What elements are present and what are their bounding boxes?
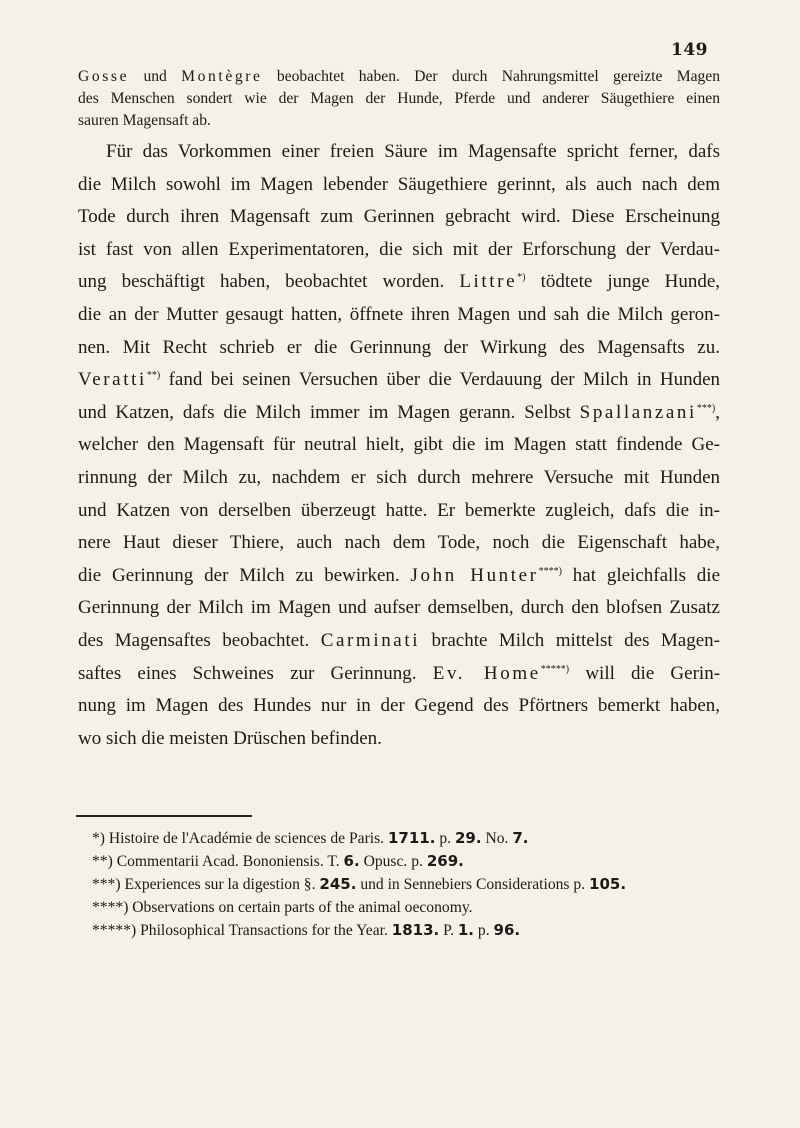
text-line: rinnung der Milch zu, nachdem er sich durch mehrere Versuche mit Hunden [78, 466, 720, 488]
text-line: die Milch sowohl im Magen lebender Säugethiere gerinnt, als auch nach dem [78, 173, 720, 195]
line-fragment: und Katzen, dafs die Milch immer im Magen gerann. Selbst [78, 401, 571, 423]
footnote-number: 6. [343, 852, 360, 870]
page-number: 149 [671, 40, 708, 60]
text-line: die an der Mutter gesaugt hatten, öffnete ihren Magen und sah die Milch geron- [78, 303, 720, 325]
author-name: John Hunter [410, 564, 539, 586]
footnote [92, 919, 712, 942]
author-name: Gosse [78, 68, 130, 85]
footnote-mark: ****) [538, 565, 562, 577]
text-line: Gerinnung der Milch im Magen und aufser demselben, durch den blofsen Zusatz [78, 597, 720, 619]
author-name: Carminati [320, 629, 421, 651]
footnote-mark: ****) [92, 899, 129, 916]
footnote-mark: *****) [540, 663, 570, 675]
footnote-mark: *) [92, 830, 105, 847]
footnote-text: P. [443, 922, 454, 939]
footnote-mark: *) [517, 272, 526, 284]
line-fragment: brachte Milch mittelst des Magen- [431, 629, 720, 651]
text-line [78, 560, 720, 593]
footnote-number: 96. [493, 921, 521, 939]
text-line: nung im Magen des Hundes nur in der Gegend des Pförtners bemerkt haben, [78, 695, 720, 717]
footnote-mark: **) [146, 370, 161, 382]
text-line [78, 625, 720, 658]
text-line: Für das Vorkommen einer freien Säure im Magensafte spricht ferner, dafs [106, 141, 720, 162]
footnote-number: 1813. [391, 921, 440, 939]
text-line: welcher den Magensaft für neutral hielt, gibt die im Magen statt findende Ge- [78, 434, 720, 456]
footnote [92, 896, 712, 919]
text-line [78, 266, 720, 299]
line-fragment: ung beschäftigt haben, beobachtet worden. [78, 271, 445, 293]
footnote-text: Observations on certain parts of the animal oeconomy. [132, 899, 473, 916]
text-line [78, 658, 720, 691]
footnote [92, 827, 712, 850]
footnote-number: 1. [457, 921, 475, 939]
line-fragment: hat gleichfalls die [572, 564, 721, 586]
footnote-text: und in Sennebiers Considerations p. [360, 876, 586, 893]
text-line: nen. Mit Recht schrieb er die Gerinnung der Wirkung des Magensafts zu. [78, 336, 720, 358]
footnote-text: Philosophical Transactions for the Year. [140, 922, 388, 939]
text-line: des Menschen sondert wie der Magen der Hunde, Pferde und anderer Säugethiere einen [78, 90, 720, 107]
text-line: und Katzen, dafs die Milch immer im Magen gerann. Selbst Spallanzani***), [78, 401, 720, 423]
intro-paragraph [78, 66, 720, 132]
line-fragment: des Magensaftes beobachtet. [78, 629, 310, 651]
footnote-mark: **) [92, 853, 113, 870]
footnote [92, 850, 712, 873]
footnote-text: Opusc. p. [363, 853, 423, 870]
text-line: sauren Magensaft ab. [78, 112, 211, 129]
line-fragment: tödtete junge Hunde, [540, 271, 721, 293]
footnote-number: 1711. [387, 829, 436, 847]
author-name: Veratti [78, 369, 147, 391]
text-line [78, 66, 720, 88]
author-name: Montègre [181, 68, 263, 85]
footnote-text: Histoire de l'Académie de sciences de Paris. [108, 830, 385, 847]
text-line: Tode durch ihren Magensaft zum Gerinnen gebracht wird. Diese Erscheinung [78, 206, 720, 228]
text-line: wo sich die meisten Drüschen befinden. [78, 727, 382, 749]
footnote-number: 7. [512, 829, 529, 847]
footnote-number: 269. [426, 852, 464, 870]
author-name: Ev. Home [432, 662, 541, 684]
author-name: Spallanzani [579, 401, 697, 423]
author-name: Littre [459, 271, 518, 293]
footnote-number: 29. [454, 829, 482, 847]
footnote-text: No. [485, 830, 509, 847]
text-line: und Katzen von derselben überzeugt hatte. Er bemerkte zugleich, dafs die in- [78, 499, 720, 521]
footnote-number: 105. [589, 875, 627, 893]
line-fragment: die Gerinnung der Milch zu bewirken. [78, 564, 400, 586]
footnote-mark: *****) [92, 922, 137, 939]
line-fragment: saftes eines Schweines zur Gerinnung. [78, 662, 417, 684]
footnote-divider [76, 815, 252, 817]
text-line: nere Haut dieser Thiere, auch nach dem Tode, noch die Eigenschaft habe, [78, 532, 720, 554]
footnotes [92, 827, 712, 942]
text-line [78, 364, 720, 397]
footnote-mark: ***) [92, 876, 121, 893]
line-fragment: und [129, 68, 182, 85]
main-paragraph [78, 136, 720, 755]
line-fragment: beobachtet haben. Der durch Nahrungsmittel gereizte Magen [262, 68, 721, 85]
footnote-text: Experiences sur la digestion §. [124, 876, 316, 893]
footnote [92, 873, 712, 896]
footnote-mark: ***) [696, 402, 716, 414]
footnote-text: p. [439, 830, 452, 847]
footnote-text: Commentarii Acad. Bononiensis. T. [116, 853, 340, 870]
line-fragment: will die Gerin- [585, 662, 721, 684]
footnote-text: p. [477, 922, 490, 939]
text-line: ist fast von allen Experimentatoren, die sich mit der Erforschung der Verdau- [78, 238, 720, 260]
footnote-number: 245. [319, 875, 357, 893]
line-fragment: fand bei seinen Versuchen über die Verdauung der Milch in Hunden [168, 369, 721, 391]
